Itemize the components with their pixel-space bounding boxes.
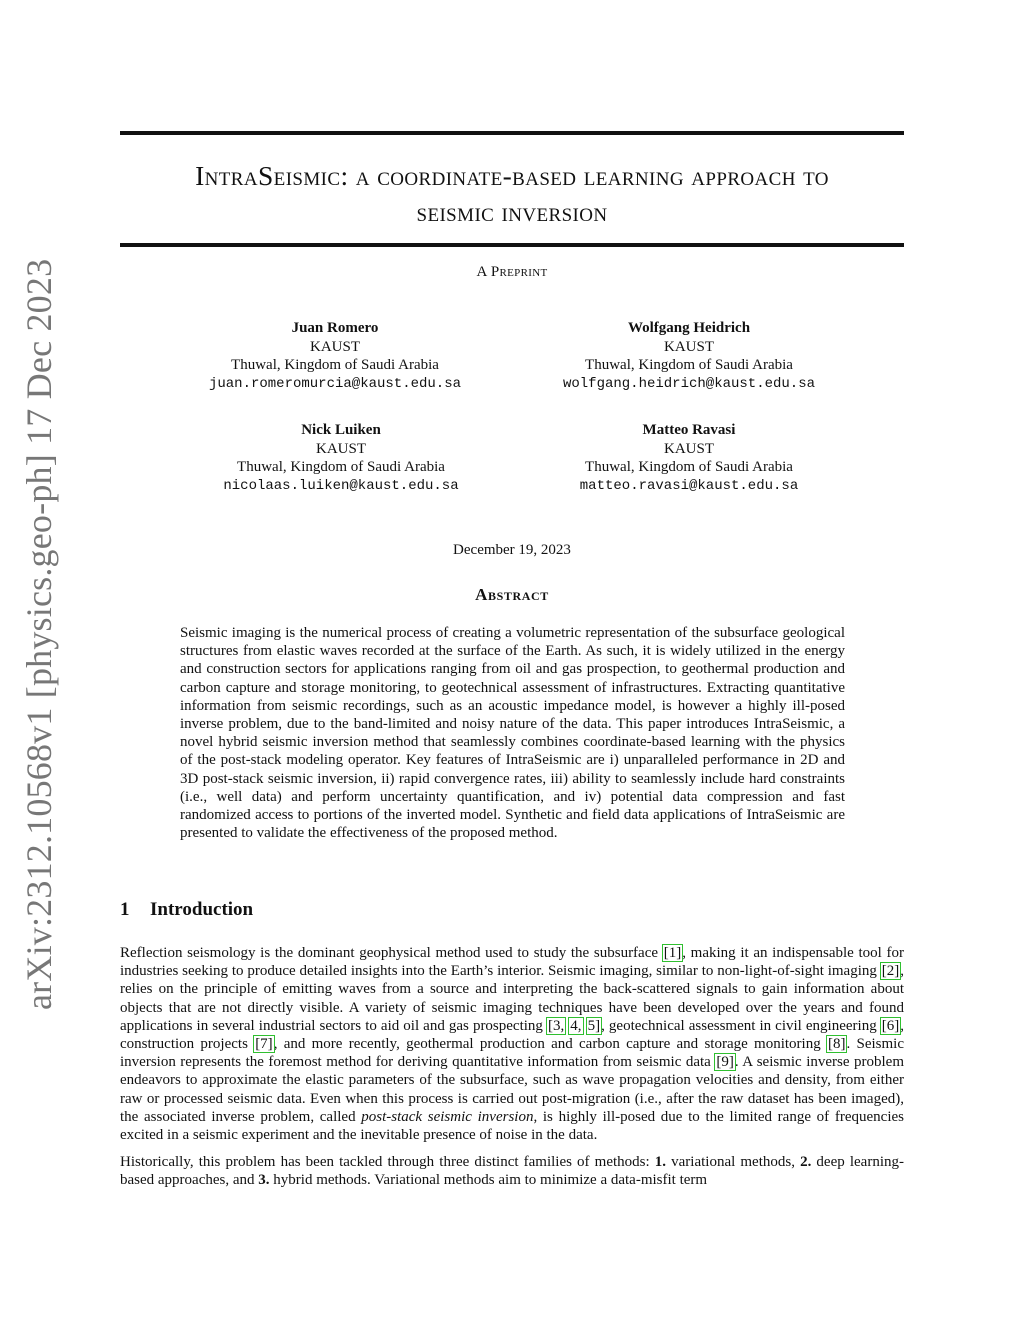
author-affiliation: KAUST <box>663 440 714 457</box>
citation-link[interactable]: [3, <box>547 1017 565 1034</box>
emphasis-term: post-stack seismic inversion <box>361 1108 534 1125</box>
paragraph <box>120 1153 904 1189</box>
text-run: , is highly ill-posed due to the limited range of frequencies excited in a seismic experiment and the inevitable presence of noise in the data. <box>120 1108 904 1144</box>
author-block <box>165 319 505 393</box>
publication-date: December 19, 2023 <box>453 542 571 558</box>
citation-link[interactable]: [2] <box>881 963 900 980</box>
citation-link[interactable]: 5] <box>587 1017 601 1034</box>
title-line-1: IntraSeismic: a coordinate-based learning approach to <box>195 160 829 191</box>
author-name: Matteo Ravasi <box>642 422 736 438</box>
section-number: 1 <box>120 899 130 920</box>
author-name: Juan Romero <box>291 320 379 336</box>
author-block <box>171 421 511 495</box>
section-heading <box>120 899 253 921</box>
list-marker: 2. <box>800 1154 812 1171</box>
author-name: Nick Luiken <box>301 422 381 438</box>
text-run: , relies on the principle of emitting waves from a source and interpreting the back-scattered signals to gain information about objects that are not directly visible. A variety of seismic imaging techniques have been developed over the years and found applications in several industrial sectors to aid oil and gas prospecting <box>120 963 904 1034</box>
list-marker: 3. <box>258 1172 270 1189</box>
list-marker: 1. <box>654 1154 667 1171</box>
paragraph <box>120 944 904 1144</box>
paper-title <box>120 158 904 230</box>
preprint-label: A Preprint <box>476 264 548 280</box>
text-run: deep learning-based approaches, and <box>120 1154 904 1189</box>
top-rule <box>120 131 904 135</box>
section-title: Introduction <box>150 899 254 920</box>
text-run: , construction projects <box>120 1017 905 1053</box>
author-location: Thuwal, Kingdom of Saudi Arabia <box>585 459 793 475</box>
author-location: Thuwal, Kingdom of Saudi Arabia <box>585 357 793 373</box>
title-line-2: seismic inversion <box>416 196 608 227</box>
author-email[interactable]: matteo.ravasi@kaust.edu.sa <box>579 477 799 494</box>
citation-link[interactable]: [9] <box>716 1054 734 1071</box>
citation-link[interactable]: [6] <box>881 1017 900 1034</box>
author-location: Thuwal, Kingdom of Saudi Arabia <box>231 357 439 373</box>
citation-link[interactable]: [7] <box>255 1036 273 1053</box>
text-run: , geotechnical assessment in civil engineering <box>601 1017 881 1034</box>
author-email[interactable]: juan.romeromurcia@kaust.edu.sa <box>208 375 462 392</box>
citation-link[interactable]: 4, <box>570 1017 582 1034</box>
abstract-heading: Abstract <box>475 585 549 604</box>
citation-link[interactable]: [1] <box>663 945 682 961</box>
text-run: , making it an indispensable tool for industries seeking to produce detailed insights into the Earth’s interior. Seismic imaging, similar to non-light-of-sight imaging <box>120 945 904 980</box>
author-email[interactable]: wolfgang.heidrich@kaust.edu.sa <box>562 375 816 392</box>
arxiv-sidebar-id: arXiv:2312.10568v1 [physics.geo-ph] 17 Dec 2023 <box>19 258 59 1010</box>
author-block <box>519 319 859 393</box>
author-affiliation: KAUST <box>663 338 714 355</box>
citation-link[interactable]: [8] <box>827 1036 846 1053</box>
text-run: , and more recently, geothermal production and carbon capture and storage monitoring <box>273 1036 827 1053</box>
text-run: Historically, this problem has been tackled through three distinct families of methods: <box>120 1154 655 1171</box>
title-bottom-rule <box>120 243 904 247</box>
text-run: variational methods, <box>666 1154 801 1171</box>
text-run: Reflection seismology is the dominant geophysical method used to study the subsurface <box>120 945 663 961</box>
author-email[interactable]: nicolaas.luiken@kaust.edu.sa <box>223 477 459 494</box>
text-run: . A seismic inverse problem endeavors to approximate the elastic parameters of the subsurface, such as wave propagation velocities and density, from either raw or processed seismic data. Even when this process is carried out post-migration (i.e., after the raw dataset has been imaged), the associated inverse problem, called <box>120 1054 904 1125</box>
text-run: hybrid methods. Variational methods aim to minimize a data-misfit term <box>269 1172 708 1189</box>
author-affiliation: KAUST <box>309 338 360 355</box>
text-run: . Seismic inversion represents the foremost method for deriving quantitative information from seismic data <box>120 1036 905 1071</box>
abstract-text: Seismic imaging is the numerical process of creating a volumetric representation of the subsurface geological structures from elastic waves recorded at the surface of the Earth. As such, it is widely utilized in the energy and construction sectors for applications ranging from oil and gas prospection, to geothermal production and carbon capture and storage monitoring, to geotechnical assessment of infrastructures. Extracting quantitative information from seismic recordings, such as an acoustic impedance model, is however a highly ill-posed inverse problem, due to the band-limited and noisy nature of the data. This paper introduces IntraSeismic, a novel hybrid seismic inversion method that seamlessly combines coordinate-based learning with the physics of the post-stack modeling operator. Key features of IntraSeismic are i) unparalleled performance in 2D and 3D post-stack seismic inversion, ii) rapid convergence rates, iii) ability to seamlessly include hard constraints (i.e., well data) and perform uncertainty quantification, and iv) potential data compression and fast randomized access to portions of the inverted model. Synthetic and field data applications of IntraSeismic are presented to validate the effectiveness of the proposed method. <box>180 625 845 842</box>
author-affiliation: KAUST <box>315 440 366 457</box>
author-location: Thuwal, Kingdom of Saudi Arabia <box>237 459 445 475</box>
author-name: Wolfgang Heidrich <box>627 320 751 336</box>
introduction-body <box>120 944 904 1199</box>
author-block <box>519 421 859 495</box>
